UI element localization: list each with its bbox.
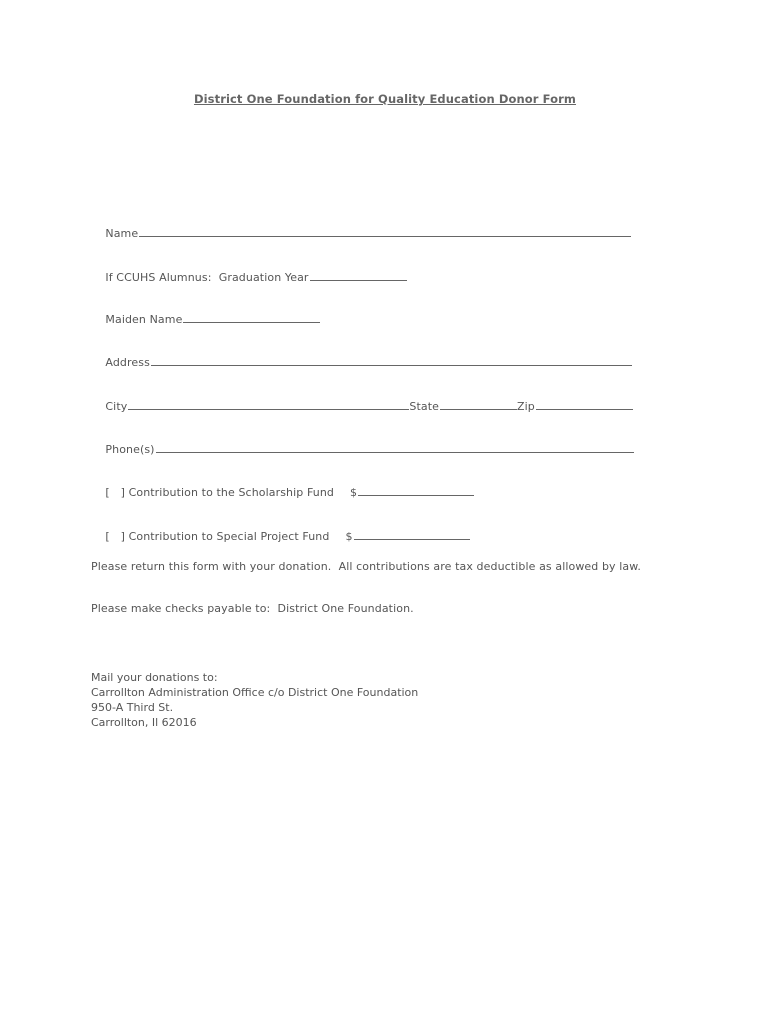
mail-line-3: Carrollton, Il 62016 (91, 716, 197, 729)
scholarship-checkbox[interactable]: [ ] (105, 486, 125, 499)
address-label: Address (105, 356, 150, 369)
special-project-dollar-sign: $ (345, 530, 353, 543)
state-label: State (409, 400, 439, 413)
scholarship-row (91, 472, 474, 512)
address-row (91, 342, 632, 382)
mail-heading: Mail your donations to: (91, 671, 218, 684)
city-label: City (105, 400, 128, 413)
graduation-year-field[interactable] (310, 270, 407, 281)
phone-label: Phone(s) (105, 443, 155, 456)
maiden-name-label: Maiden Name (105, 313, 183, 326)
scholarship-label: Contribution to the Scholarship Fund (128, 486, 335, 499)
special-project-checkbox[interactable]: [ ] (105, 530, 125, 543)
graduation-year-label: If CCUHS Alumnus: Graduation Year (105, 271, 309, 284)
special-project-label: Contribution to Special Project Fund (128, 530, 330, 543)
mail-line-2: 950-A Third St. (91, 701, 174, 714)
mail-line-1: Carrollton Administration Office c/o District One Foundation (91, 686, 419, 699)
special-project-row (91, 516, 470, 556)
return-instructions: Please return this form with your donation. All contributions are tax deductible as allowed by law. (91, 560, 641, 573)
maiden-name-field[interactable] (183, 312, 320, 323)
scholarship-amount-field[interactable] (358, 485, 474, 496)
address-field[interactable] (151, 355, 632, 366)
checks-payable-text: Please make checks payable to: District One Foundation. (91, 602, 414, 615)
mailing-address-block (91, 670, 418, 730)
state-field[interactable] (440, 399, 517, 410)
scholarship-dollar-sign: $ (350, 486, 358, 499)
maiden-name-row (91, 299, 320, 339)
name-label: Name (105, 227, 139, 240)
name-row (91, 213, 631, 253)
name-field[interactable] (139, 226, 631, 237)
phone-field[interactable] (156, 442, 634, 453)
form-title: District One Foundation for Quality Education Donor Form (193, 92, 577, 106)
special-project-amount-field[interactable] (354, 529, 470, 540)
phone-row (91, 429, 634, 469)
city-state-zip-row (91, 386, 633, 426)
alumnus-row (91, 257, 407, 297)
zip-label: Zip (516, 400, 535, 413)
city-field[interactable] (128, 399, 409, 410)
zip-field[interactable] (536, 399, 633, 410)
